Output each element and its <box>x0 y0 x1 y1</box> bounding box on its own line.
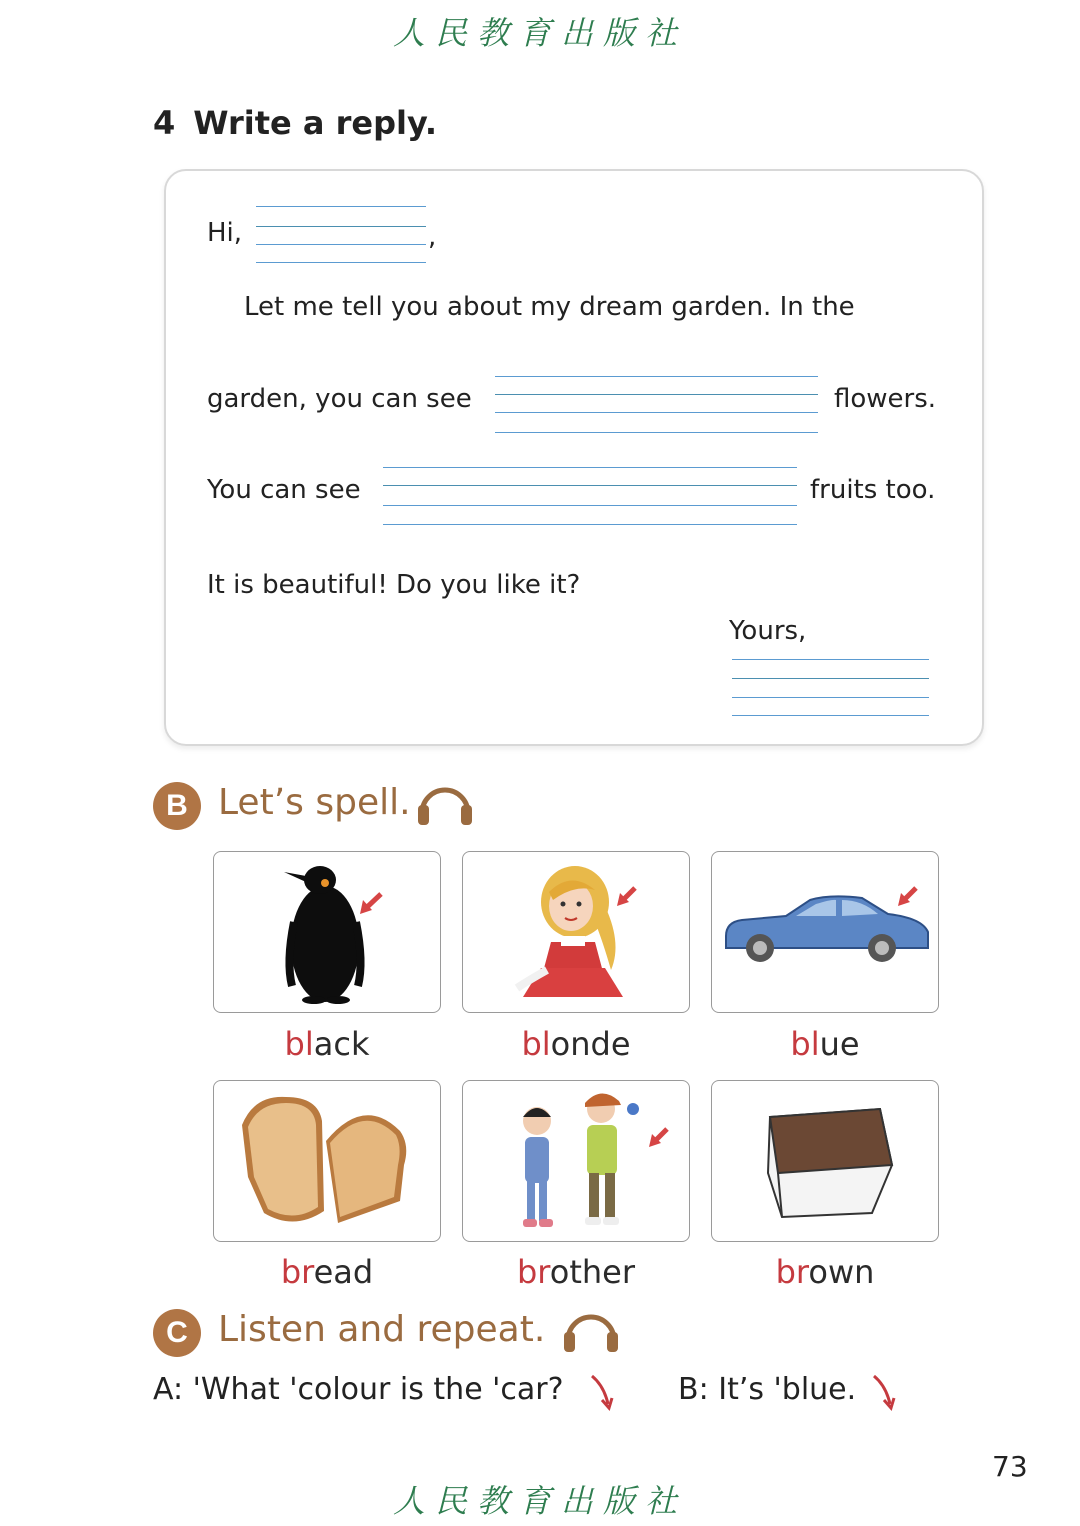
rest-letters: ue <box>819 1025 860 1063</box>
rest-letters: onde <box>550 1025 631 1063</box>
headphones-icon[interactable] <box>560 1306 622 1354</box>
speaker-b-label: B: <box>678 1372 719 1407</box>
picture-card-bread <box>213 1080 441 1242</box>
blonde-girl-picture <box>463 852 690 1013</box>
signature-writing-line[interactable] <box>732 659 929 719</box>
greeting-comma: , <box>428 222 437 252</box>
falling-intonation-arrow-icon <box>870 1372 898 1412</box>
section-number: 4 <box>153 104 176 142</box>
rest-letters: own <box>808 1253 875 1291</box>
section-c-badge: C <box>153 1309 201 1357</box>
onset-letters: bl <box>284 1025 314 1063</box>
section-b-title: Let’s spell. <box>218 782 411 823</box>
onset-letters: bl <box>521 1025 551 1063</box>
letter-closing: Yours, <box>729 616 807 646</box>
picture-card-black <box>213 851 441 1013</box>
spell-word-blonde <box>462 1025 690 1063</box>
picture-card-blonde <box>462 851 690 1013</box>
spell-word-brown <box>711 1253 939 1291</box>
picture-card-blue <box>711 851 939 1013</box>
onset-letters: bl <box>790 1025 820 1063</box>
section-title-text: Write a reply. <box>193 104 438 142</box>
letter-line-3-start: You can see <box>207 475 361 505</box>
section-c-title: Listen and repeat. <box>218 1309 546 1350</box>
brother-picture <box>463 1081 690 1242</box>
falling-intonation-arrow-icon <box>588 1372 616 1412</box>
blue-car-picture <box>712 852 939 1013</box>
speaker-a-label: A: <box>153 1372 193 1407</box>
spell-word-bread <box>213 1253 441 1291</box>
onset-letters: br <box>280 1253 314 1291</box>
penguin-picture <box>214 852 441 1013</box>
rest-letters: ead <box>313 1253 374 1291</box>
publisher-logo-bottom: 人民教育出版社 <box>392 1482 687 1520</box>
page-number: 73 <box>992 1450 1028 1483</box>
spell-word-brother <box>462 1253 690 1291</box>
onset-letters: br <box>775 1253 809 1291</box>
spell-word-blue <box>711 1025 939 1063</box>
onset-letters: br <box>516 1253 550 1291</box>
bread-picture <box>214 1081 441 1242</box>
picture-card-brown <box>711 1080 939 1242</box>
fruits-writing-line[interactable] <box>383 467 797 527</box>
spell-word-black <box>213 1025 441 1063</box>
speaker-b-text: It’s 'blue. <box>718 1372 857 1407</box>
picture-card-brother <box>462 1080 690 1242</box>
letter-greeting: Hi, <box>207 218 243 248</box>
letter-line-2-end: flowers. <box>834 384 937 414</box>
section-b-badge: B <box>153 782 201 830</box>
headphones-icon[interactable] <box>414 779 476 827</box>
rest-letters: ack <box>313 1025 370 1063</box>
dialog-line-b <box>678 1372 856 1407</box>
publisher-logo-top: 人民教育出版社 <box>392 14 687 52</box>
rest-letters: other <box>549 1253 635 1291</box>
section-4-title <box>153 104 437 142</box>
dialog-line-a <box>153 1372 564 1407</box>
name-writing-line[interactable] <box>256 206 426 266</box>
letter-line-3-end: fruits too. <box>810 475 936 505</box>
letter-line-4: It is beautiful! Do you like it? <box>207 570 581 600</box>
flowers-writing-line[interactable] <box>495 376 818 436</box>
letter-line-2-start: garden, you can see <box>207 384 472 414</box>
brown-box-picture <box>712 1081 939 1242</box>
letter-line-1: Let me tell you about my dream garden. In the <box>244 292 855 322</box>
speaker-a-text: 'What 'colour is the 'car? <box>192 1372 564 1407</box>
